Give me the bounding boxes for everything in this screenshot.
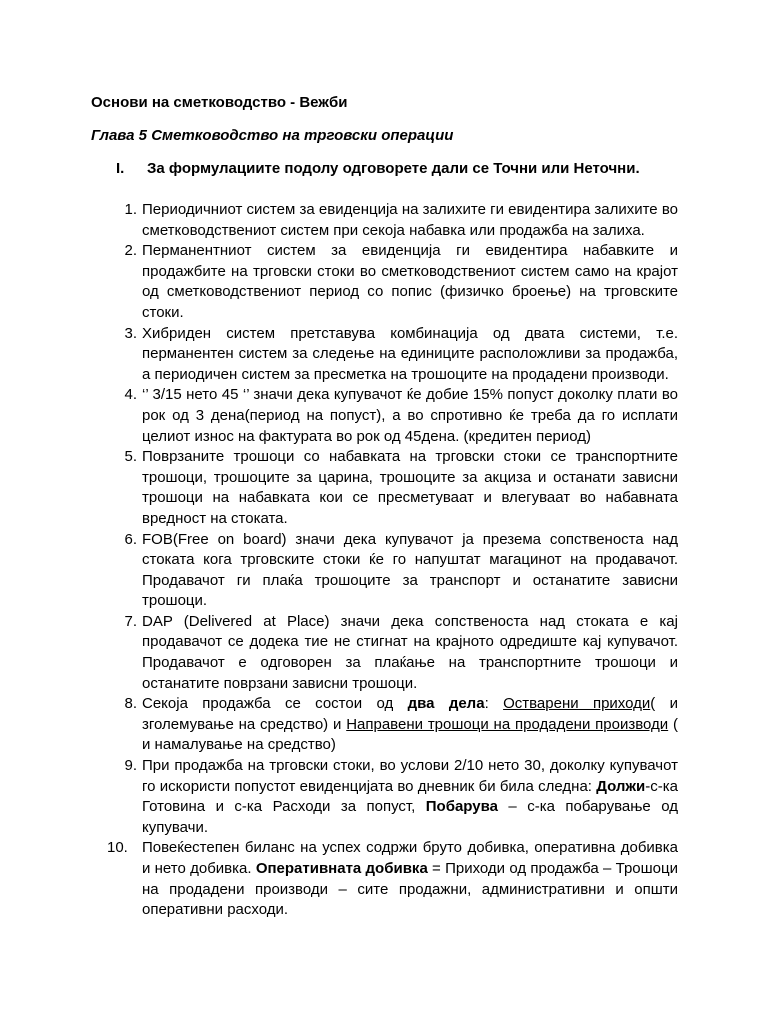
- item-text: ‘’ 3/15 нето 45 ‘’ значи дека купувачот ќе добие 15% попуст доколку плати во рок од 3 дена(период на попуст), а во спротивно ќе треба да го исплати целиот износ на фактурата во рок од 45дена. (кредитен период): [142, 386, 678, 445]
- item-text-part: -с-ка Готовина и с-ка Расходи за попуст,: [142, 777, 678, 816]
- list-item: [107, 530, 678, 612]
- list-item: [107, 694, 678, 756]
- list-item: [107, 385, 678, 447]
- item-number: 4.: [124, 386, 137, 404]
- item-number: 7.: [124, 612, 137, 630]
- bold-term: два дела: [407, 695, 485, 713]
- item-text-part: :: [484, 695, 504, 713]
- item-text: Хибриден систем претставува комбинација од двата системи, т.е. перманентен систем за следење на единиците расположливи за продажба, а периодичен систем за пресметка на трошоците на продадени производи.: [142, 324, 678, 383]
- list-item: [107, 324, 678, 386]
- item-text: Поврзаните трошоци со набавката на трговски стоки се транспортните трошоци, трошоците за царина, трошоците за акциза и останати зависни трошоци на набавката кои се пресметуваат и влегуваат во набавната вредност на стоката.: [142, 448, 678, 527]
- list-item: [107, 612, 678, 694]
- item-text: FOB(Free on board) значи дека купувачот ја презема сопственоста над стоката кога трговските стоки ќе го напуштат магацинот на продавачот. Продавачот ги плаќа трошоците за транспорт и останатите зависни трошоци.: [142, 530, 678, 610]
- item-number: 2.: [124, 242, 137, 260]
- section-instruction: За формулациите подолу одговорете дали се Точни или Неточни.: [147, 160, 640, 177]
- list-item: [107, 838, 678, 920]
- underlined-term: Остварени приходи: [503, 695, 651, 713]
- list-item: [107, 447, 678, 529]
- item-text: Периодичниот систем за евиденција на залихите ги евидентира залихите во сметководствениот систем при секоја набавка или продажба на залиха.: [142, 201, 678, 239]
- item-text-part: Повеќестепен биланс на успех содржи бруто добивка, оперативна добивка и нето добивка.: [142, 839, 678, 877]
- item-number: 6.: [124, 530, 137, 548]
- item-text-part: При продажба на трговски стоки, во услови 2/10 нето 30, доколку купувачот го искористи попустот евиденцијата во дневник би била следна:: [142, 757, 678, 795]
- list-item: [107, 241, 678, 323]
- underlined-term: Направени трошоци на продадени производи: [346, 715, 669, 733]
- bold-term: Должи: [596, 777, 646, 795]
- item-number: 10.: [107, 839, 128, 857]
- item-number: 5.: [124, 448, 137, 466]
- list-item: [107, 200, 678, 241]
- item-text-part: – с-ка побарување од купувачи.: [142, 798, 678, 836]
- item-text: DAP (Delivered at Place) значи дека сопственоста над стоката е кај продавачот се додека тие не стигнат на крајното одредиште кај купувачот. Продавачот е одговорен за плаќање на транспортните трошоци и останатите поврзани зависни трошоци.: [142, 612, 678, 692]
- statement-list: [107, 200, 678, 921]
- item-text-part: Секоја продажба се состои од: [142, 695, 408, 713]
- list-item: [107, 756, 678, 838]
- section-number: I.: [116, 160, 125, 177]
- item-number: 8.: [124, 695, 137, 713]
- bold-term: Побарува: [425, 798, 498, 816]
- item-number: 1.: [124, 201, 137, 218]
- item-text-part: = Приходи од продажба – Трошоци на продадени производи – сите продажни, административни и општи оперативни расходи.: [142, 860, 678, 919]
- item-text-part: ( и намалување на средство): [142, 715, 678, 754]
- chapter-heading: Глава 5 Сметководство на трговски операции: [91, 127, 454, 144]
- page-title: Основи на сметководство - Вежби: [91, 94, 348, 111]
- item-number: 3.: [124, 324, 137, 342]
- item-text-part: ( и зголемување на средство) и: [142, 695, 679, 733]
- section-heading: [116, 160, 640, 177]
- item-text: Перманентниот систем за евиденција ги евидентира набавките и продажбите на трговски стоки во сметководствениот систем само на крајот од сметководствениот период со попис (физичко броење) на трговските стоки.: [142, 242, 678, 321]
- item-number: 9.: [124, 757, 137, 775]
- bold-term: Оперативната добивка: [255, 860, 428, 877]
